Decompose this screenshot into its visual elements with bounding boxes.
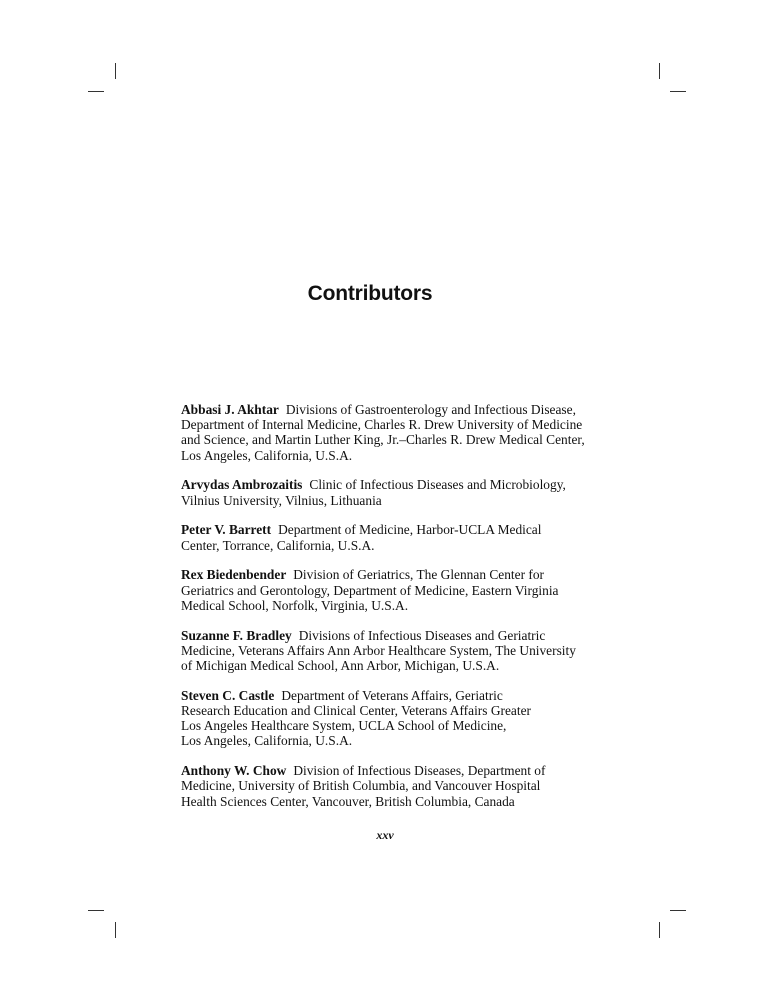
- contributor-affiliation-line: Los Angeles Healthcare System, UCLA School of Medicine,: [181, 718, 507, 734]
- contributor-affiliation-line: Los Angeles, California, U.S.A.: [181, 733, 353, 749]
- contributor-affiliation-line: Vilnius University, Vilnius, Lithuania: [181, 492, 382, 508]
- contributor-entry: [181, 522, 601, 552]
- contributor-affiliation-line: Division of Infectious Diseases, Department of: [293, 763, 546, 779]
- contributor-name: Peter V. Barrett: [181, 522, 272, 538]
- contributor-affiliation-line: Department of Internal Medicine, Charles R. Drew University of Medicine: [181, 417, 583, 433]
- crop-mark-bottom-right-vertical: [659, 922, 660, 938]
- page-number: xxv: [376, 828, 394, 842]
- contributor-affiliation-line: Los Angeles, California, U.S.A.: [181, 447, 353, 463]
- contributor-entry: [181, 628, 601, 674]
- contributor-affiliation-line: Department of Veterans Affairs, Geriatric: [281, 687, 503, 703]
- contributor-entry: [181, 763, 601, 809]
- contributor-affiliation-line: Medical School, Norfolk, Virginia, U.S.A.: [181, 597, 409, 613]
- page-title: Contributors: [307, 282, 433, 305]
- contributor-affiliation-line: Medicine, University of British Columbia, and Vancouver Hospital: [181, 778, 541, 794]
- crop-mark-bottom-right-horizontal: [670, 910, 686, 911]
- contributor-entry: [181, 402, 601, 463]
- contributor-name: Arvydas Ambrozaitis: [181, 477, 303, 493]
- contributor-affiliation-line: of Michigan Medical School, Ann Arbor, Michigan, U.S.A.: [181, 658, 500, 674]
- contributor-affiliation-line: Division of Geriatrics, The Glennan Center for: [293, 567, 545, 583]
- contributor-name: Anthony W. Chow: [181, 763, 287, 779]
- contributor-affiliation-line: Clinic of Infectious Diseases and Microbiology,: [309, 477, 566, 493]
- contributor-affiliation-line: Health Sciences Center, Vancouver, British Columbia, Canada: [181, 793, 515, 809]
- crop-mark-top-left-horizontal: [88, 91, 104, 92]
- contributor-affiliation-line: Divisions of Gastroenterology and Infectious Disease,: [285, 402, 576, 417]
- contributor-affiliation-line: Medicine, Veterans Affairs Ann Arbor Healthcare System, The University: [181, 642, 576, 658]
- contributor-entry: [181, 567, 601, 613]
- contributor-name: Abbasi J. Akhtar: [181, 402, 279, 417]
- crop-mark-top-left-vertical: [115, 63, 116, 79]
- contributor-name: Suzanne F. Bradley: [181, 627, 292, 643]
- contributor-name: Rex Biedenbender: [181, 567, 287, 583]
- contributors-list: [181, 402, 601, 823]
- contributor-affiliation-line: and Science, and Martin Luther King, Jr.–Charles R. Drew Medical Center,: [181, 432, 585, 448]
- crop-mark-top-right-horizontal: [670, 91, 686, 92]
- contributor-affiliation-line: Department of Medicine, Harbor-UCLA Medical: [278, 522, 542, 538]
- contributor-affiliation-line: Center, Torrance, California, U.S.A.: [181, 537, 375, 553]
- contributor-entry: [181, 477, 601, 507]
- contributor-affiliation-line: Divisions of Infectious Diseases and Geriatric: [298, 627, 546, 643]
- crop-mark-top-right-vertical: [659, 63, 660, 79]
- contributor-affiliation-line: Research Education and Clinical Center, Veterans Affairs Greater: [181, 703, 531, 719]
- contributor-entry: [181, 688, 601, 749]
- crop-mark-bottom-left-horizontal: [88, 910, 104, 911]
- contributor-name: Steven C. Castle: [181, 687, 275, 703]
- contributor-affiliation-line: Geriatrics and Gerontology, Department of Medicine, Eastern Virginia: [181, 582, 559, 598]
- crop-mark-bottom-left-vertical: [115, 922, 116, 938]
